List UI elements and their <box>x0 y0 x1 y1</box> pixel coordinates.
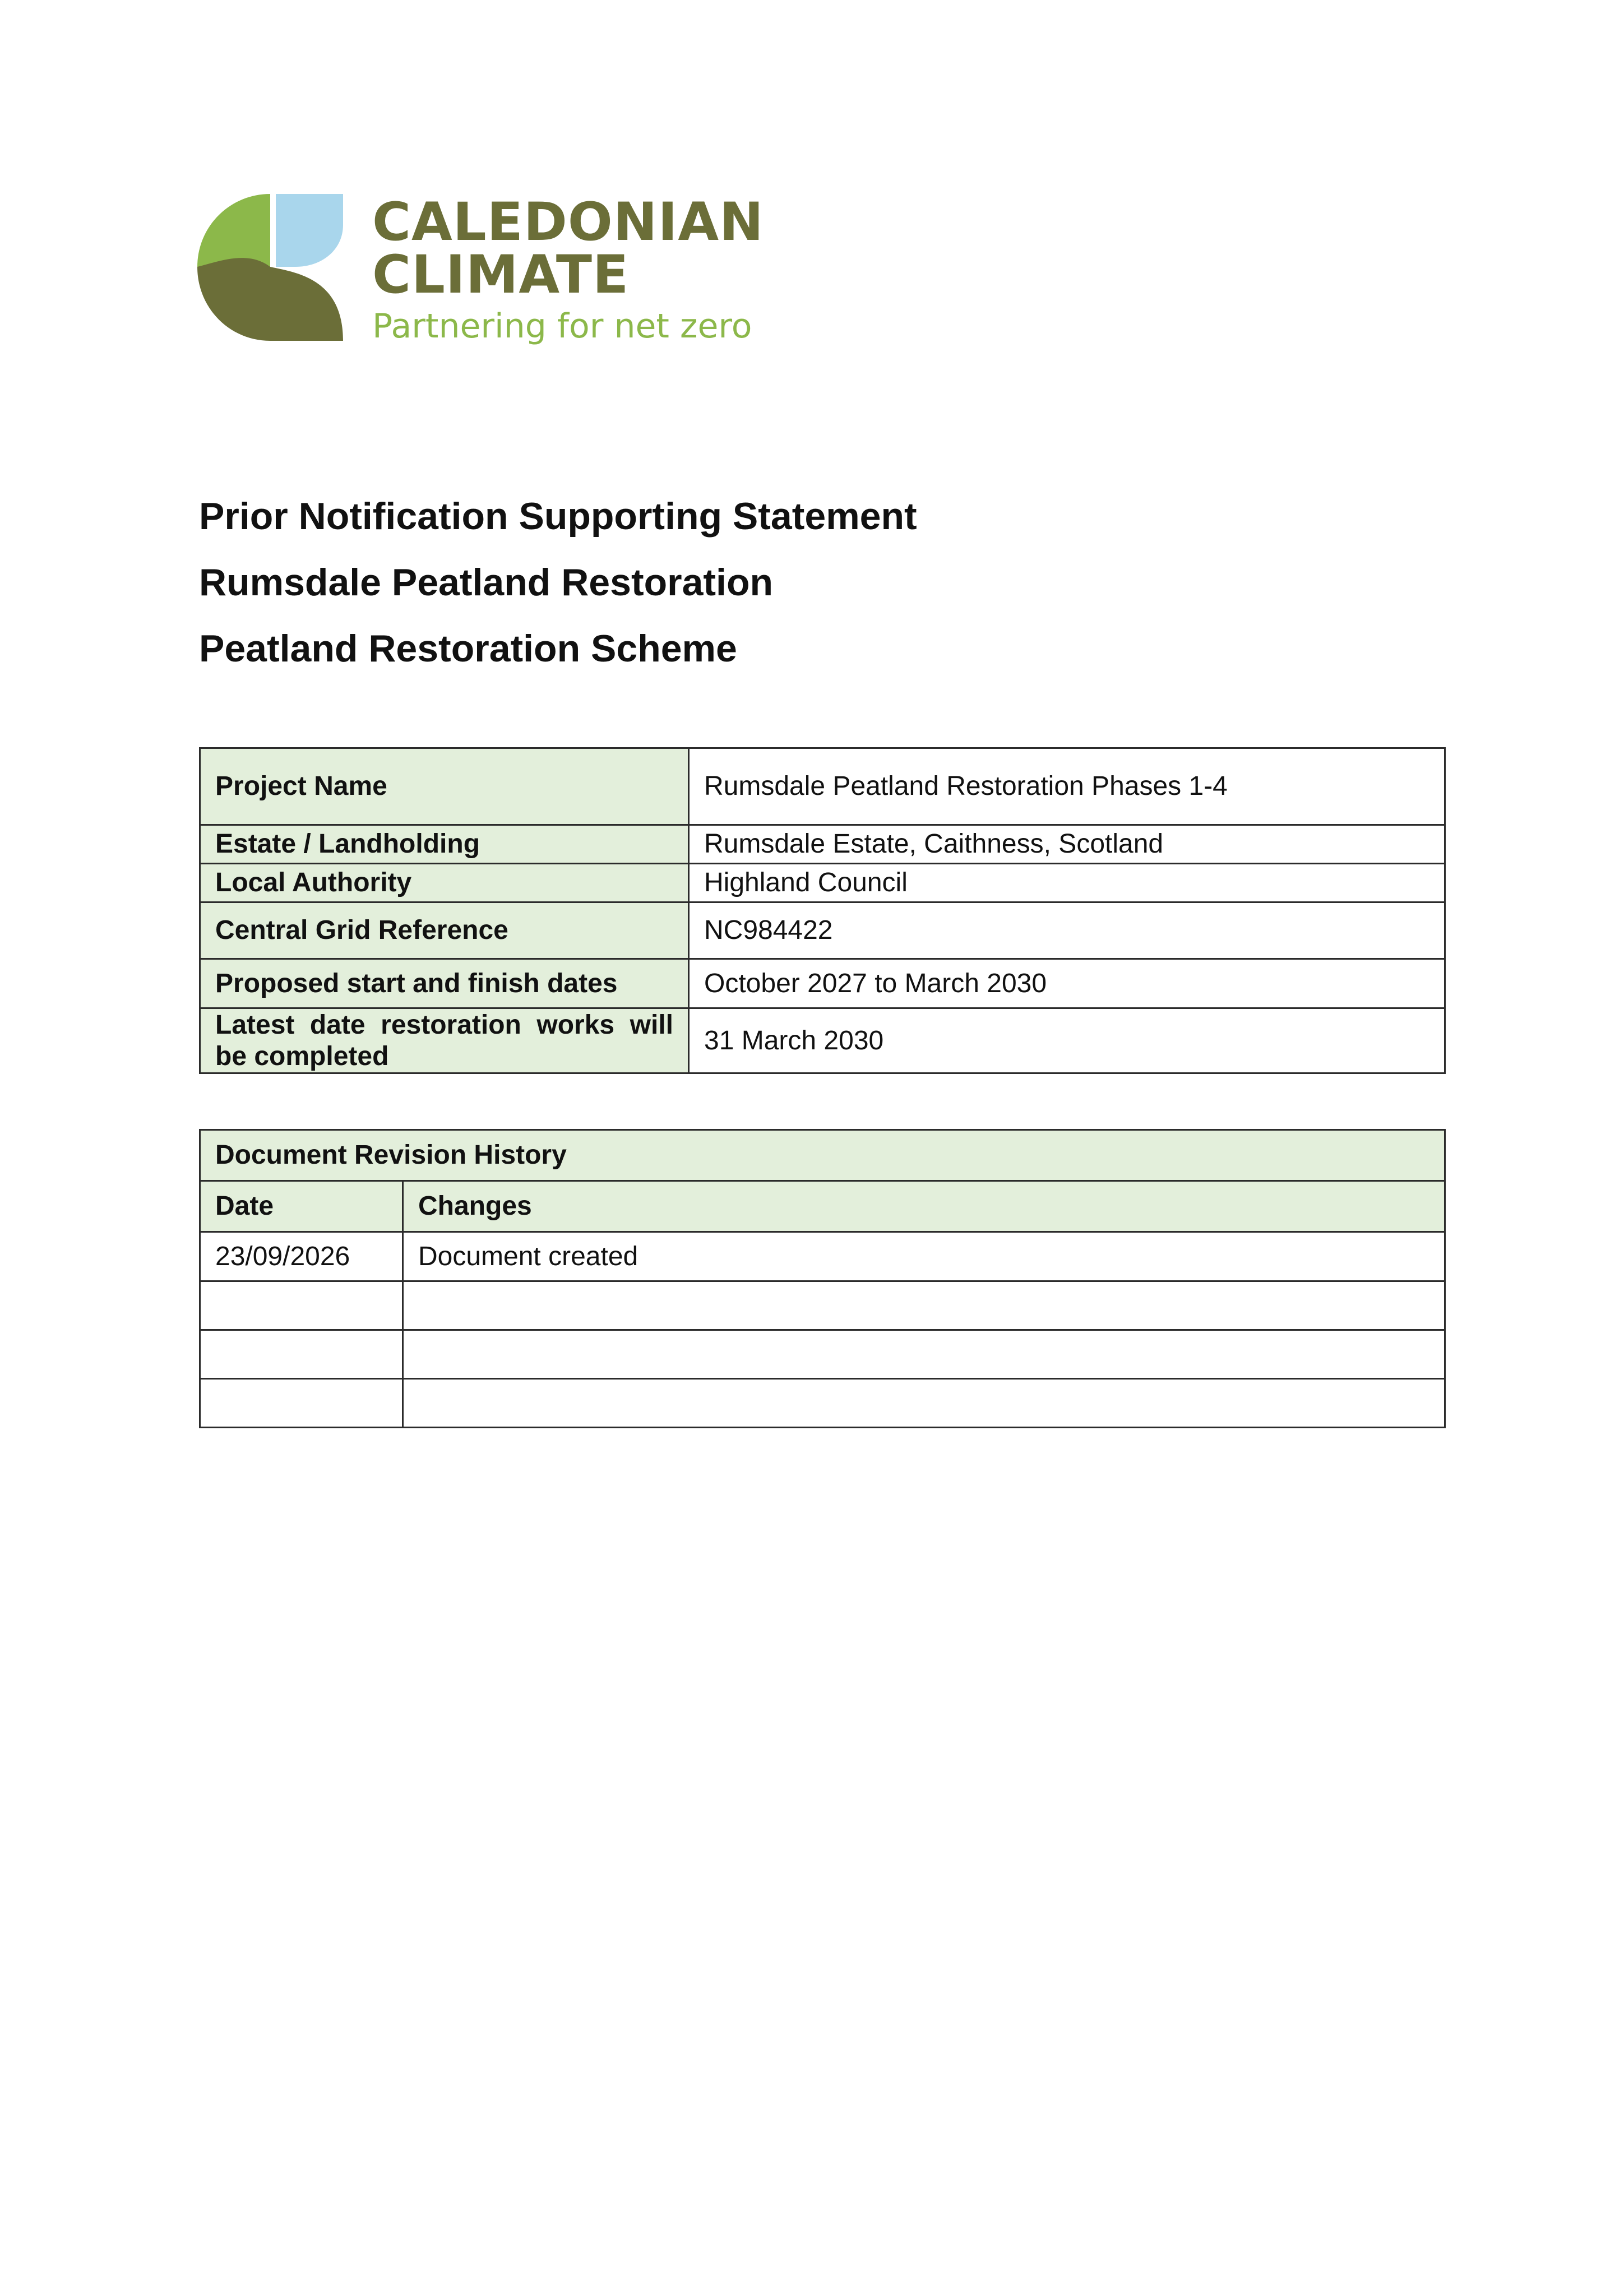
local-authority-label: Local Authority <box>200 864 689 902</box>
revision-changes <box>403 1330 1445 1379</box>
table-row <box>200 902 1445 959</box>
project-details-table <box>199 747 1446 1074</box>
completion-date-value: 31 March 2030 <box>689 1008 1445 1073</box>
revision-changes <box>403 1281 1445 1330</box>
local-authority-value: Highland Council <box>689 864 1445 902</box>
document-titles <box>199 483 917 682</box>
table-row <box>200 1330 1445 1379</box>
caledonian-climate-logo-icon <box>197 194 349 345</box>
logo-wordmark-line2: CLIMATE <box>372 244 630 305</box>
revision-date <box>200 1379 403 1428</box>
table-row <box>200 864 1445 902</box>
logo-wordmark-line1: CALEDONIAN <box>372 192 764 253</box>
table-row <box>200 1232 1445 1281</box>
estate-value: Rumsdale Estate, Caithness, Scotland <box>689 825 1445 864</box>
revision-changes: Document created <box>403 1232 1445 1281</box>
revision-date <box>200 1330 403 1379</box>
project-name-value: Rumsdale Peatland Restoration Phases 1-4 <box>689 748 1445 825</box>
table-row <box>200 1008 1445 1073</box>
dates-label: Proposed start and finish dates <box>200 959 689 1008</box>
revision-date <box>200 1281 403 1330</box>
revision-date: 23/09/2026 <box>200 1232 403 1281</box>
date-header: Date <box>200 1181 403 1232</box>
project-title: Rumsdale Peatland Restoration <box>199 561 774 604</box>
revision-history-title: Document Revision History <box>200 1130 1445 1181</box>
grid-reference-value: NC984422 <box>689 902 1445 959</box>
table-row <box>200 748 1445 825</box>
table-row <box>200 959 1445 1008</box>
table-row <box>200 825 1445 864</box>
scheme-title: Peatland Restoration Scheme <box>199 627 737 670</box>
revision-changes <box>403 1379 1445 1428</box>
revision-history-table <box>199 1129 1446 1428</box>
grid-reference-label: Central Grid Reference <box>200 902 689 959</box>
table-row <box>200 1281 1445 1330</box>
changes-header: Changes <box>403 1181 1445 1232</box>
dates-value: October 2027 to March 2030 <box>689 959 1445 1008</box>
document-title: Prior Notification Supporting Statement <box>199 495 917 538</box>
project-name-label: Project Name <box>200 748 689 825</box>
table-row <box>200 1379 1445 1428</box>
logo-tagline: Partnering for net zero <box>372 307 752 346</box>
completion-date-label: Latest date restoration works will be completed <box>200 1008 689 1073</box>
table-header-row <box>200 1181 1445 1232</box>
table-title-row <box>200 1130 1445 1181</box>
estate-label: Estate / Landholding <box>200 825 689 864</box>
company-logo <box>197 191 764 353</box>
